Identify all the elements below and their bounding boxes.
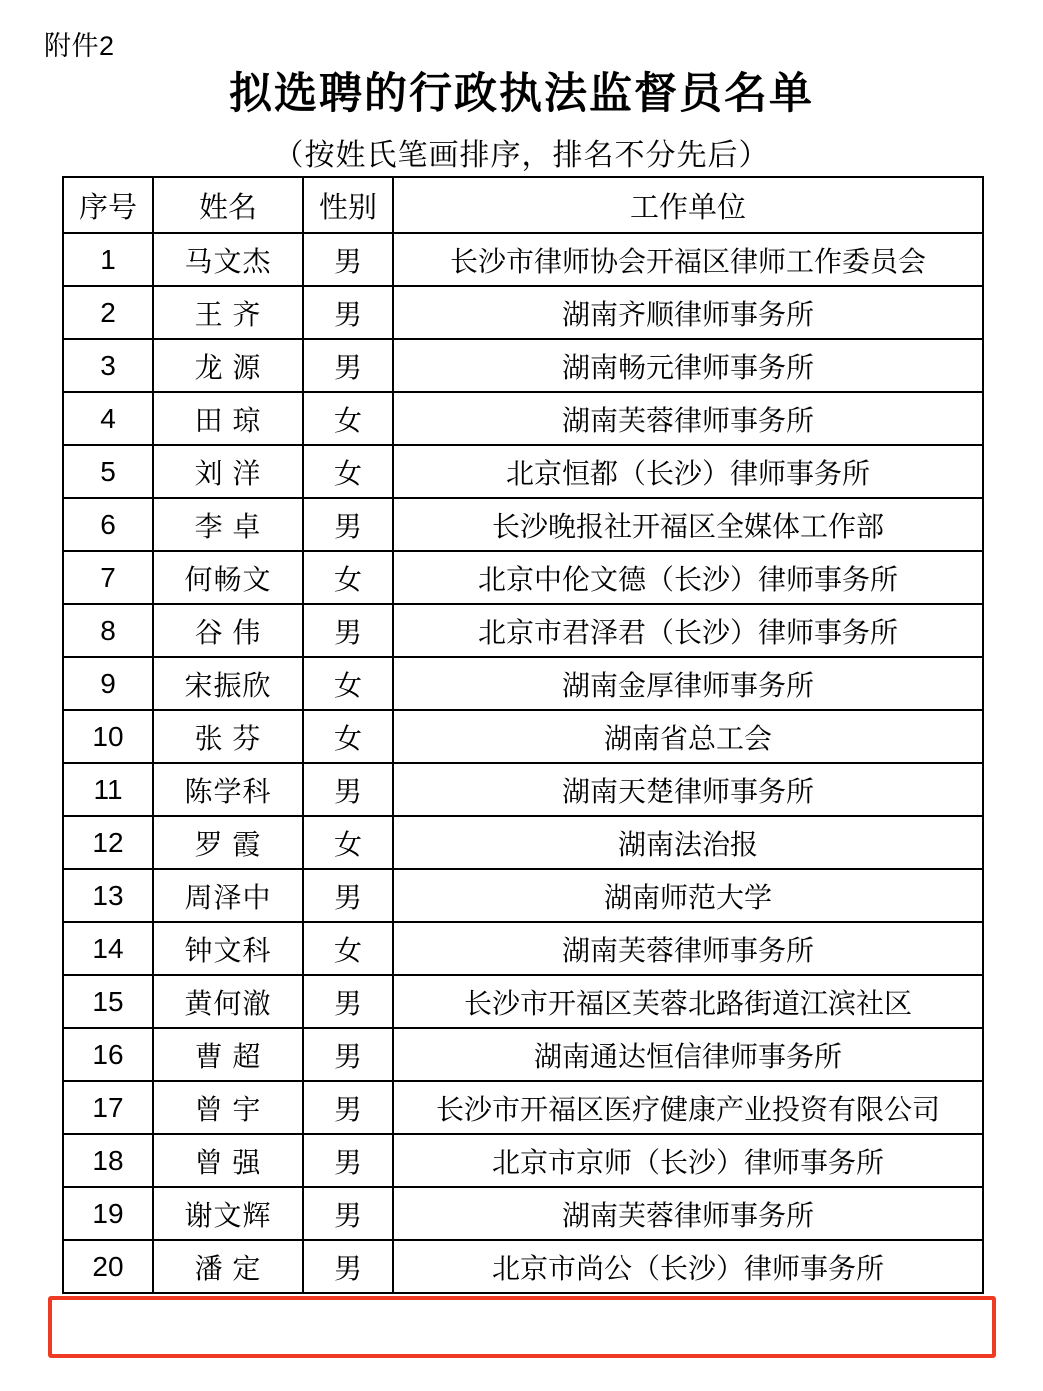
cell-sex: 男 bbox=[303, 869, 393, 922]
cell-name: 龙 源 bbox=[153, 339, 303, 392]
table-row bbox=[63, 392, 983, 445]
cell-index: 3 bbox=[63, 339, 153, 392]
cell-name: 曾 强 bbox=[153, 1134, 303, 1187]
cell-name: 曾 宇 bbox=[153, 1081, 303, 1134]
cell-name: 马文杰 bbox=[153, 233, 303, 286]
cell-index: 13 bbox=[63, 869, 153, 922]
cell-sex: 女 bbox=[303, 551, 393, 604]
cell-org: 湖南齐顺律师事务所 bbox=[393, 286, 983, 339]
cell-sex: 女 bbox=[303, 445, 393, 498]
table-row bbox=[63, 975, 983, 1028]
table-row bbox=[63, 498, 983, 551]
table-row bbox=[63, 604, 983, 657]
row-highlight-annotation bbox=[48, 1296, 996, 1358]
cell-index: 14 bbox=[63, 922, 153, 975]
cell-index: 8 bbox=[63, 604, 153, 657]
table-row bbox=[63, 551, 983, 604]
column-header-sex: 性别 bbox=[303, 177, 393, 233]
table-row bbox=[63, 710, 983, 763]
attachment-label: 附件2 bbox=[44, 31, 115, 61]
cell-org: 北京恒都（长沙）律师事务所 bbox=[393, 445, 983, 498]
cell-name: 李 卓 bbox=[153, 498, 303, 551]
cell-index: 5 bbox=[63, 445, 153, 498]
table-row bbox=[63, 1134, 983, 1187]
cell-name: 王 齐 bbox=[153, 286, 303, 339]
table-header-row bbox=[63, 177, 983, 233]
cell-sex: 男 bbox=[303, 604, 393, 657]
cell-index: 19 bbox=[63, 1187, 153, 1240]
cell-index: 17 bbox=[63, 1081, 153, 1134]
cell-name: 张 芬 bbox=[153, 710, 303, 763]
table-row bbox=[63, 816, 983, 869]
cell-name: 陈学科 bbox=[153, 763, 303, 816]
cell-name: 曹 超 bbox=[153, 1028, 303, 1081]
cell-org: 长沙市开福区芙蓉北路街道江滨社区 bbox=[393, 975, 983, 1028]
cell-sex: 男 bbox=[303, 975, 393, 1028]
cell-name: 钟文科 bbox=[153, 922, 303, 975]
cell-sex: 男 bbox=[303, 339, 393, 392]
cell-index: 1 bbox=[63, 233, 153, 286]
table-row bbox=[63, 1028, 983, 1081]
cell-sex: 女 bbox=[303, 816, 393, 869]
column-header-index: 序号 bbox=[63, 177, 153, 233]
cell-org: 北京中伦文德（长沙）律师事务所 bbox=[393, 551, 983, 604]
cell-org: 北京市京师（长沙）律师事务所 bbox=[393, 1134, 983, 1187]
table-row bbox=[63, 286, 983, 339]
cell-name: 罗 霞 bbox=[153, 816, 303, 869]
column-header-org: 工作单位 bbox=[393, 177, 983, 233]
cell-org: 湖南师范大学 bbox=[393, 869, 983, 922]
cell-index: 18 bbox=[63, 1134, 153, 1187]
table-row-highlighted bbox=[63, 1240, 983, 1293]
cell-name: 何畅文 bbox=[153, 551, 303, 604]
cell-name: 黄何澈 bbox=[153, 975, 303, 1028]
cell-org: 湖南芙蓉律师事务所 bbox=[393, 922, 983, 975]
table-row bbox=[63, 339, 983, 392]
cell-name: 周泽中 bbox=[153, 869, 303, 922]
cell-sex: 男 bbox=[303, 1028, 393, 1081]
table-row bbox=[63, 1187, 983, 1240]
cell-org: 湖南天楚律师事务所 bbox=[393, 763, 983, 816]
cell-name: 刘 洋 bbox=[153, 445, 303, 498]
table-row bbox=[63, 657, 983, 710]
cell-name: 潘 定 bbox=[153, 1240, 303, 1293]
cell-index: 16 bbox=[63, 1028, 153, 1081]
roster-table-body bbox=[63, 233, 983, 1293]
cell-name: 谷 伟 bbox=[153, 604, 303, 657]
cell-org: 长沙市开福区医疗健康产业投资有限公司 bbox=[393, 1081, 983, 1134]
cell-sex: 男 bbox=[303, 1134, 393, 1187]
cell-sex: 男 bbox=[303, 1081, 393, 1134]
cell-index: 11 bbox=[63, 763, 153, 816]
cell-org: 长沙晚报社开福区全媒体工作部 bbox=[393, 498, 983, 551]
column-header-name: 姓名 bbox=[153, 177, 303, 233]
table-row bbox=[63, 445, 983, 498]
cell-name: 田 琼 bbox=[153, 392, 303, 445]
cell-sex: 女 bbox=[303, 657, 393, 710]
cell-sex: 男 bbox=[303, 498, 393, 551]
cell-index: 6 bbox=[63, 498, 153, 551]
cell-sex: 男 bbox=[303, 1187, 393, 1240]
cell-sex: 男 bbox=[303, 233, 393, 286]
cell-sex: 女 bbox=[303, 392, 393, 445]
cell-org: 北京市尚公（长沙）律师事务所 bbox=[393, 1240, 983, 1293]
page-subtitle: （按姓氏笔画排序，排名不分先后） bbox=[273, 139, 770, 172]
table-row bbox=[63, 763, 983, 816]
cell-org: 湖南芙蓉律师事务所 bbox=[393, 392, 983, 445]
cell-index: 2 bbox=[63, 286, 153, 339]
roster-table-container bbox=[62, 176, 982, 1294]
cell-index: 7 bbox=[63, 551, 153, 604]
cell-index: 12 bbox=[63, 816, 153, 869]
cell-index: 20 bbox=[63, 1240, 153, 1293]
cell-org: 湖南芙蓉律师事务所 bbox=[393, 1187, 983, 1240]
table-row bbox=[63, 1081, 983, 1134]
table-row bbox=[63, 869, 983, 922]
cell-index: 4 bbox=[63, 392, 153, 445]
cell-sex: 男 bbox=[303, 1240, 393, 1293]
cell-sex: 男 bbox=[303, 286, 393, 339]
cell-name: 谢文辉 bbox=[153, 1187, 303, 1240]
table-row bbox=[63, 233, 983, 286]
cell-org: 湖南通达恒信律师事务所 bbox=[393, 1028, 983, 1081]
cell-name: 宋振欣 bbox=[153, 657, 303, 710]
cell-sex: 男 bbox=[303, 763, 393, 816]
cell-index: 9 bbox=[63, 657, 153, 710]
cell-index: 15 bbox=[63, 975, 153, 1028]
cell-org: 湖南畅元律师事务所 bbox=[393, 339, 983, 392]
cell-sex: 女 bbox=[303, 710, 393, 763]
cell-sex: 女 bbox=[303, 922, 393, 975]
cell-org: 湖南省总工会 bbox=[393, 710, 983, 763]
table-row bbox=[63, 922, 983, 975]
cell-index: 10 bbox=[63, 710, 153, 763]
roster-table bbox=[62, 176, 984, 1294]
cell-org: 湖南金厚律师事务所 bbox=[393, 657, 983, 710]
cell-org: 长沙市律师协会开福区律师工作委员会 bbox=[393, 233, 983, 286]
page-title: 拟选聘的行政执法监督员名单 bbox=[229, 70, 814, 118]
cell-org: 湖南法治报 bbox=[393, 816, 983, 869]
cell-org: 北京市君泽君（长沙）律师事务所 bbox=[393, 604, 983, 657]
